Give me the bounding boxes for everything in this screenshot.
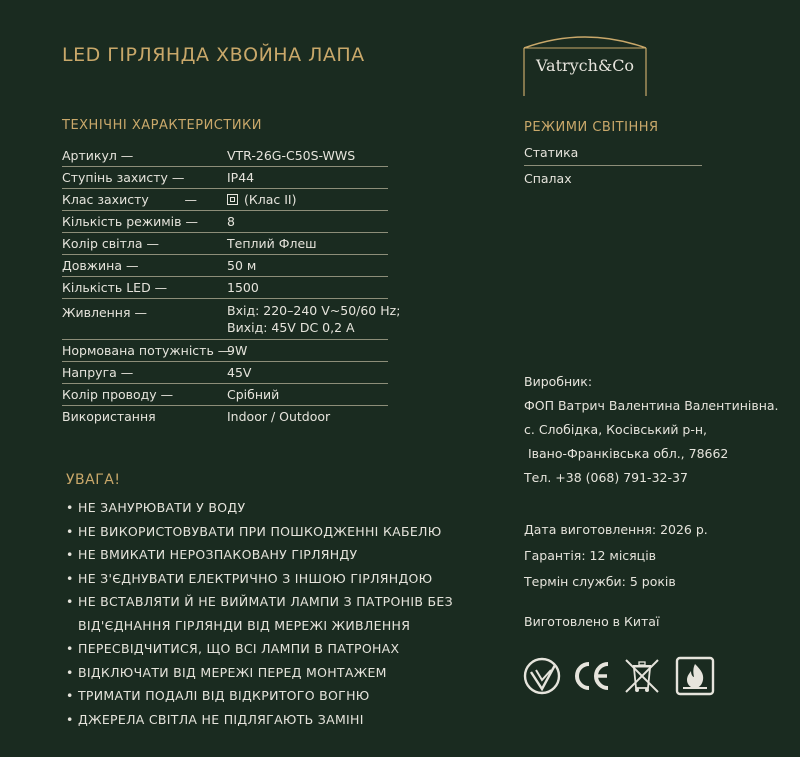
origin: Виготовлено в Китаї — [524, 614, 660, 629]
spec-value: IP44 — [227, 170, 255, 185]
warning-item-continued: ВІД'ЄДНАННЯ ГІРЛЯНДИ ВІД МЕРЕЖІ ЖИВЛЕННЯ — [78, 617, 411, 633]
warning-item: • ВІДКЛЮЧАТИ ВІД МЕРЕЖІ ПЕРЕД МОНТАЖЕМ — [66, 664, 387, 680]
spec-row — [62, 145, 388, 167]
spec-value: Indoor / Outdoor — [227, 409, 331, 424]
spec-value: 50 м — [227, 258, 257, 273]
spec-label: Напруга — — [62, 365, 134, 380]
spec-row — [62, 384, 388, 406]
warning-item: • НЕ ВИКОРИСТОВУВАТИ ПРИ ПОШКОДЖЕННІ КАБЕЛЮ — [66, 523, 442, 539]
spec-row — [62, 211, 388, 233]
spec-row — [62, 406, 388, 427]
warning-item: • ТРИМАТИ ПОДАЛІ ВІД ВІДКРИТОГО ВОГНЮ — [66, 688, 370, 703]
warning-item: • НЕ ВМИКАТИ НЕРОЗПАКОВАНУ ГІРЛЯНДУ — [66, 547, 358, 562]
brand-logo — [522, 32, 648, 98]
divider — [524, 165, 702, 166]
warning-heading: УВАГА! — [66, 472, 121, 488]
spec-value: 1500 — [227, 280, 259, 295]
warranty: Гарантія: 12 місяців — [524, 548, 657, 563]
warning-item: • НЕ ВСТАВЛЯТИ Й НЕ ВИЙМАТИ ЛАМПИ З ПАТРОНІВ БЕЗ — [66, 594, 453, 609]
warning-item: • НЕ ЗАНУРЮВАТИ У ВОДУ — [66, 500, 246, 515]
spec-label: Ступінь захисту — — [62, 170, 185, 185]
spec-label: Артикул — — [62, 148, 134, 163]
spec-label: Нормована потужність — — [62, 343, 231, 358]
spec-row — [62, 255, 388, 277]
spec-value: Теплий Флеш — [227, 236, 317, 251]
spec-label: Кількість режимів — — [62, 214, 198, 229]
spec-label: Використання — [62, 409, 156, 424]
specs-table — [62, 145, 401, 427]
warning-list — [66, 496, 486, 731]
spec-row — [62, 189, 388, 211]
spec-row — [62, 277, 388, 299]
power-input: Вхід: 220–240 V~50/60 Hz; — [227, 303, 401, 318]
power-output: Вихід: 45V DC 0,2 A — [227, 320, 355, 335]
manufacturer-name: ФОП Ватрич Валентина Валентинівна. — [524, 398, 779, 413]
weee-bin-icon — [622, 656, 662, 696]
manufacturer-label: Виробник: — [524, 374, 593, 389]
spec-label: Клас захисту — — [62, 192, 198, 207]
spec-value — [227, 192, 388, 207]
product-title: LED ГІРЛЯНДА ХВОЙНА ЛАПА — [62, 44, 365, 66]
spec-label: Колір світла — — [62, 236, 160, 251]
class-value: (Клас II) — [244, 192, 297, 207]
spec-value: 8 — [227, 214, 235, 229]
spec-value: Срібний — [227, 387, 280, 402]
spec-value: 9W — [227, 343, 248, 358]
manufacturer-region: Івано-Франківська обл., 78662 — [524, 446, 729, 461]
warning-item: • ДЖЕРЕЛА СВІТЛА НЕ ПІДЛЯГАЮТЬ ЗАМІНІ — [66, 711, 364, 727]
modes-heading: РЕЖИМИ СВІТІННЯ — [524, 120, 659, 135]
spec-label: Колір проводу — — [62, 387, 174, 402]
production-date: Дата виготовлення: 2026 р. — [524, 522, 708, 537]
service-life: Термін служби: 5 років — [524, 574, 676, 589]
spec-label: Живлення — — [62, 305, 147, 320]
mode-item: Спалах — [524, 171, 572, 186]
brand-name: Vatrych&Co — [535, 56, 635, 75]
spec-row — [62, 233, 388, 255]
manufacturer-address: с. Слобідка, Косівський р-н, — [524, 422, 708, 437]
flammability-icon — [675, 656, 715, 696]
ce-mark-icon — [570, 656, 612, 696]
spec-row — [62, 299, 401, 340]
double-square-icon — [227, 194, 238, 205]
spec-row — [62, 167, 388, 189]
ukrsepro-icon — [522, 656, 562, 696]
spec-value: 45V — [227, 365, 252, 380]
manufacturer-phone: Тел. +38 (068) 791-32-37 — [524, 470, 688, 485]
mode-item: Статика — [524, 145, 579, 160]
warning-item: • НЕ З'ЄДНУВАТИ ЕЛЕКТРИЧНО З ІНШОЮ ГІРЛЯНДОЮ — [66, 570, 433, 586]
spec-label: Кількість LED — — [62, 280, 168, 295]
spec-label: Довжина — — [62, 258, 139, 273]
warning-item: • ПЕРЕСВІДЧИТИСЯ, ЩО ВСІ ЛАМПИ В ПАТРОНАХ — [66, 641, 400, 656]
spec-value: VTR-26G-C50S-WWS — [227, 148, 356, 163]
spec-row — [62, 340, 388, 362]
spec-row — [62, 362, 388, 384]
spec-value — [227, 302, 400, 336]
specs-heading: ТЕХНІЧНІ ХАРАКТЕРИСТИКИ — [62, 118, 262, 133]
